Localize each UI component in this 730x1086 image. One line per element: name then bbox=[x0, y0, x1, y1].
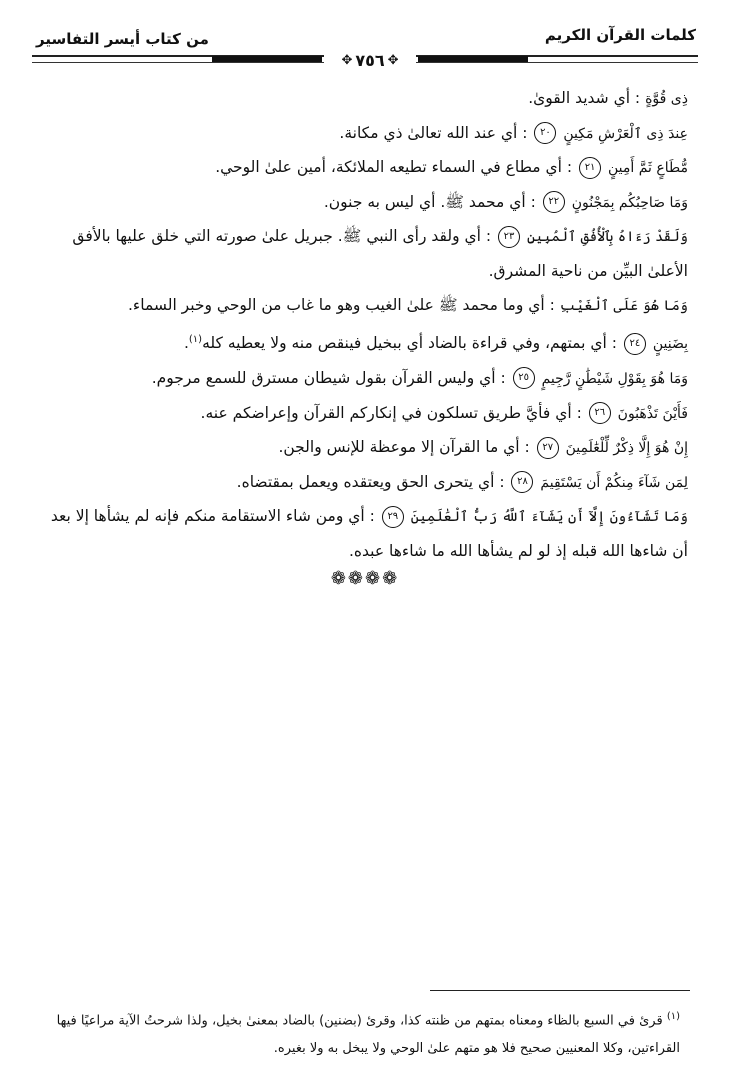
explanation: : أي وما محمد ﷺ علىٰ الغيب وهو ما غاب من الوحي وخبر السماء. bbox=[128, 295, 555, 314]
glossary-body bbox=[38, 82, 688, 568]
ayah-number-badge: ٢٦ bbox=[589, 402, 611, 424]
footnote-rule bbox=[430, 990, 690, 991]
quran-phrase: إِنْ هُوَ إِلَّا ذِكْرٌ لِّلْعَٰلَمِينَ bbox=[565, 440, 688, 457]
explanation: : أي شديد القوىٰ. bbox=[528, 89, 641, 107]
ornament-right-icon: ✥ bbox=[387, 52, 399, 68]
explanation: : أي مطاع في السماء تطيعه الملائكة، أمين علىٰ الوحي. bbox=[215, 158, 573, 177]
quran-phrase: وَمَا هُوَ عَلَى ٱلْغَيْبِ bbox=[559, 297, 688, 314]
explanation: : أي ما القرآن إلا موعظة للإنس والجن. bbox=[278, 438, 530, 457]
glossary-entry bbox=[38, 431, 688, 466]
quran-phrase: وَلَقَدْ رَءَاهُ بِٱلْأُفُقِ ٱلْمُبِينِ bbox=[526, 229, 688, 246]
explanation: : أي ولقد رأى النبي ﷺ. جبريل علىٰ صورته التي خلق عليها بالأفق الأعلىٰ البيِّن من ناحية المشرق. bbox=[72, 227, 688, 280]
explanation: : أي وليس القرآن بقول شيطان مسترق للسمع مرجوم. bbox=[151, 368, 506, 387]
quran-phrase: عِندَ ذِى ٱلْعَرْشِ مَكِينٍ bbox=[563, 125, 688, 142]
glossary-entry bbox=[38, 323, 688, 362]
quran-phrase: وَمَا تَشَآءُونَ إِلَّآ أَن يَشَآءَ ٱللَّهُ رَبُّ ٱلْعَٰلَمِينَ bbox=[410, 509, 688, 526]
quran-phrase: مُّطَاعٍ ثَمَّ أَمِينٍ bbox=[608, 160, 688, 177]
quran-phrase: لِمَن شَآءَ مِنكُمْ أَن يَسْتَقِيمَ bbox=[540, 474, 688, 491]
ayah-number-badge: ٢٥ bbox=[513, 367, 535, 389]
quran-phrase: ذِى قُوَّةٍ bbox=[645, 91, 688, 107]
glossary-entry bbox=[38, 466, 688, 501]
running-title-right: كلمات القرآن الكريم bbox=[544, 26, 696, 44]
glossary-entry bbox=[38, 117, 688, 152]
quran-phrase: فَأَيْنَ تَذْهَبُونَ bbox=[617, 405, 688, 422]
glossary-entry bbox=[38, 151, 688, 186]
ayah-number-badge: ٢٠ bbox=[534, 122, 556, 144]
page-number-ornament bbox=[324, 46, 416, 74]
explanation: : أي ومن شاء الاستقامة منكم فإنه لم يشأها إلا بعد أن شاءها الله قبله إذ لو لم يشأها الله ما شاءها عبده. bbox=[50, 507, 688, 560]
ayah-number-badge: ٢٩ bbox=[382, 506, 404, 528]
sentence-end: . bbox=[183, 334, 189, 353]
glossary-entry bbox=[38, 289, 688, 324]
ayah-number-badge: ٢٧ bbox=[537, 437, 559, 459]
explanation: : أي بمتهم، وفي قراءة بالضاد أي ببخيل فينقص منه ولا يعطيه كله bbox=[202, 334, 617, 353]
explanation: : أي محمد ﷺ. أي ليس به جنون. bbox=[323, 192, 536, 211]
glossary-entry bbox=[38, 362, 688, 397]
header-bar-right bbox=[418, 56, 528, 62]
glossary-entry bbox=[38, 220, 688, 288]
ayah-number-badge: ٢١ bbox=[579, 157, 601, 179]
footnote-number: (١) bbox=[666, 1011, 680, 1022]
explanation: : أي فأيَّ طريق تسلكون في إنكاركم القرآن وإعراضكم عنه. bbox=[200, 403, 582, 422]
glossary-entry bbox=[38, 397, 688, 432]
ayah-number-badge: ٢٨ bbox=[511, 471, 533, 493]
footnote-text: قرئ في السبع بالظاء ومعناه بمتهم من ظنته كذا، وقرئ (بضنين) بالضاد بمعنىٰ بخيل، ولذا شرحتُ الآية مراعيًا فيها القراءتين، وكلا المعنيين صحيح فلا هو متهم علىٰ الوحي ولا يبخل به ولا بغيره. bbox=[56, 1013, 680, 1057]
running-title-left: من كتاب أيسر التفاسير bbox=[36, 30, 209, 48]
quran-phrase: وَمَا هُوَ بِقَوْلِ شَيْطَٰنٍ رَّجِيمٍ bbox=[541, 370, 688, 387]
footnote-marker[interactable]: (١) bbox=[188, 334, 203, 346]
footnote bbox=[40, 1003, 680, 1063]
ayah-number-badge: ٢٢ bbox=[543, 191, 565, 213]
glossary-entry bbox=[38, 82, 688, 117]
quran-phrase: بِضَنِينٍ bbox=[652, 336, 688, 353]
glossary-entry bbox=[38, 500, 688, 568]
section-divider-flowers-icon: ❁❁❁❁ bbox=[330, 568, 400, 589]
ayah-number-badge: ٢٣ bbox=[498, 226, 520, 248]
explanation: : أي يتحرى الحق ويعتقده ويعمل بمقتضاه. bbox=[236, 472, 505, 491]
header-bar-left bbox=[212, 56, 322, 62]
page-number: ٧٥٦ bbox=[355, 50, 385, 70]
glossary-entry bbox=[38, 186, 688, 221]
ayah-number-badge: ٢٤ bbox=[624, 333, 646, 355]
explanation: : أي عند الله تعالىٰ ذي مكانة. bbox=[339, 123, 528, 142]
ornament-left-icon: ✥ bbox=[341, 52, 353, 68]
header-rule bbox=[32, 52, 698, 68]
quran-phrase: وَمَا صَاحِبُكُم بِمَجْنُونٍ bbox=[571, 194, 688, 211]
